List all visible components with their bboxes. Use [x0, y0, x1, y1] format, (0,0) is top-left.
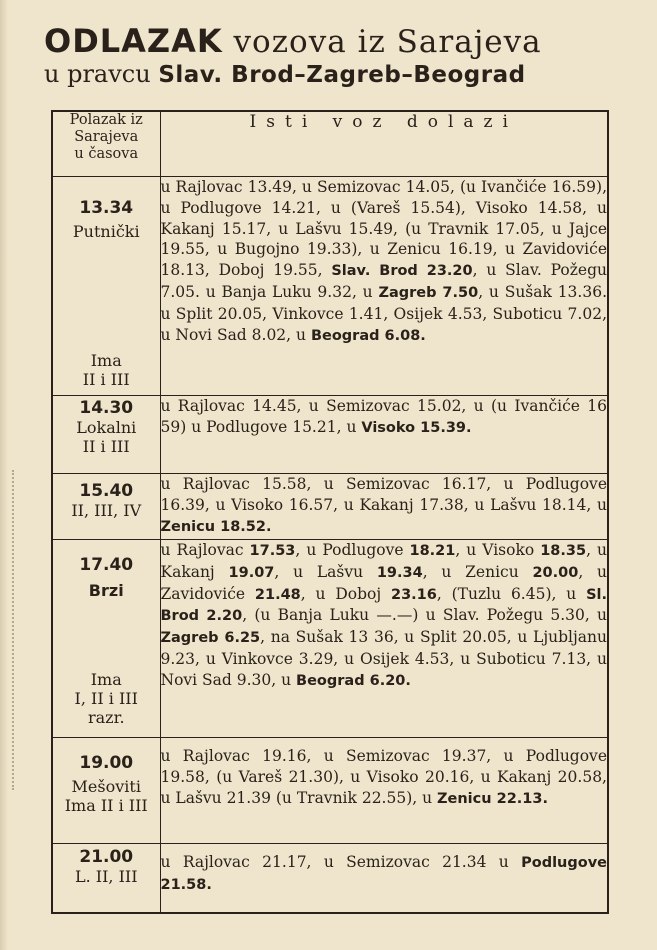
table-row: [52, 396, 608, 474]
arrival-time-bold: 17.53: [249, 543, 296, 559]
arrival-time-bold: 19.07: [228, 564, 275, 581]
departure-time: 19.00: [79, 753, 134, 773]
arrivals-cell: [160, 474, 608, 540]
departure-cell: [52, 396, 160, 474]
arrival-major-station: Beograd 6.08.: [310, 327, 426, 344]
train-classes: II, III, IV: [71, 501, 142, 520]
table-row: [52, 738, 608, 844]
arrivals-cell: [160, 540, 608, 738]
departure-time: 14.30: [79, 398, 134, 418]
train-classes: II i III: [82, 437, 130, 456]
train-type: Putnički: [72, 222, 140, 241]
table-header-row: [52, 111, 608, 177]
table-row: [52, 540, 608, 738]
train-classes: [53, 351, 160, 389]
arrival-time-bold: 21.48: [254, 586, 301, 603]
train-classes: Ima II i III: [64, 796, 148, 815]
title-line-1: [44, 22, 624, 61]
departure-time: 15.40: [79, 481, 134, 501]
train-type: Mešoviti: [71, 777, 141, 796]
arrival-text: , u Sušak 13.36. u Split 20.05, Vinkovce 1.41, Osijek 4.53, Suboticu 7.02, u Novi Sad 8.02, u: [160, 282, 607, 344]
arrival-text: , u Zenicu: [422, 562, 533, 581]
arrival-major-station: Podlugove 21.58.: [160, 855, 607, 893]
arrival-time-bold: 23.16: [391, 586, 437, 603]
arrivals-cell: [160, 738, 608, 844]
arrival-text: , (Tuzlu 6.45), u: [436, 584, 587, 603]
header-departure-line: Polazak iz: [69, 112, 143, 128]
page-header: [44, 22, 624, 90]
class-line: II i III: [82, 370, 130, 389]
departure-time: 21.00: [79, 847, 134, 867]
arrival-major-station: Visoko 15.39.: [361, 419, 472, 436]
arrival-text: u Rajlovac 21.17, u Semizovac 21.34 u: [160, 853, 522, 871]
arrival-major-station: Beograd 6.20.: [296, 672, 411, 689]
title-prefix: u pravcu: [44, 60, 151, 88]
departure-time: 17.40: [79, 555, 134, 575]
class-line: Ima: [90, 351, 122, 370]
arrival-text: , u Zavidoviće: [160, 562, 608, 603]
arrival-text: , (u Banja Luku —.—) u Slav. Požegu 5.30, u: [242, 606, 607, 625]
arrival-text: , na Sušak 13 36, u Split 20.05, u Ljubljanu 9.23, u Vinkovce 3.29, u Osijek 4.53, u Suboticu 7.13, u Novi Sad 9.30, u: [160, 628, 607, 689]
arrival-text: , u Podlugove: [295, 541, 410, 559]
arrival-time-bold: 20.00: [532, 564, 579, 581]
arrival-major-station: Zenicu 18.52.: [160, 518, 272, 535]
title-word-odlazak: ODLAZAK: [44, 22, 223, 60]
arrival-time-bold: 18.21: [409, 543, 456, 559]
departure-cell: [52, 540, 160, 738]
train-classes: L. II, III: [74, 867, 138, 886]
departure-cell: [52, 844, 160, 914]
arrivals-cell: [160, 844, 608, 914]
arrival-text: , u Lašvu: [274, 562, 377, 581]
table-row: [52, 844, 608, 914]
class-line: I, II i III: [74, 689, 138, 708]
departure-time: 13.34: [79, 198, 134, 218]
departure-cell: [52, 177, 160, 396]
arrival-text: , u Doboj: [300, 584, 391, 603]
page-edge: [0, 0, 8, 950]
table-row: [52, 177, 608, 396]
departure-cell: [52, 474, 160, 540]
title-line-2: [44, 59, 624, 90]
train-classes: [53, 670, 160, 727]
train-type: Brzi: [88, 581, 124, 600]
title-route: Slav. Brod–Zagreb–Beograd: [158, 62, 526, 88]
arrival-text: u Rajlovac 19.16, u Semizovac 19.37, u Podlugove 19.58, (u Vareš 21.30), u Visoko 20.16, u Kakanj 20.58, u Lašvu 21.39 (u Travnik 22.55), u: [160, 747, 607, 807]
title-rest: vozova iz Sarajeva: [233, 24, 542, 60]
arrival-major-station: Zagreb 6.25: [160, 630, 261, 647]
arrivals-cell: [160, 396, 608, 474]
timetable: [51, 110, 609, 914]
arrival-major-station: Zenicu 22.13.: [437, 790, 548, 807]
arrival-major-station: Zagreb 7.50: [378, 284, 479, 301]
train-type: Lokalni: [76, 418, 137, 437]
table-row: [52, 474, 608, 540]
arrival-text: u Rajlovac 14.45, u Semizovac 15.02, u (u Ivančiće 16 59) u Podlugove 15.21, u: [160, 397, 607, 436]
arrival-text: u Rajlovac 15.58, u Semizovac 16.17, u Podlugove 16.39, u Visoko 16.57, u Kakanj 17.38, u Lašvu 18.14, u: [160, 475, 607, 514]
margin-marks: [12, 470, 16, 790]
arrival-major-station: Sl. Brod 2.20: [160, 586, 607, 625]
header-departure-line: Sarajeva: [74, 129, 139, 145]
arrival-text: u Rajlovac: [160, 541, 250, 559]
arrival-time-bold: 19.34: [376, 564, 423, 581]
header-arrivals: Isti voz dolazi: [160, 111, 608, 177]
arrival-text: u Rajlovac 13.49, u Semizovac 14.05, (u Ivančiće 16.59), u Podlugove 14.21, u (Vareš 15.54), Visoko 14.58, u Kakanj 15.17, u Lašvu 15.49, (u Travnik 17.05, u Jajce 19.55, u Bugojno 19.33), u Zenicu 16.19, u Zavidoviće 18.13, Doboj 19.55,: [160, 178, 607, 280]
arrivals-cell: [160, 177, 608, 396]
arrival-time-bold: 18.35: [540, 543, 587, 559]
arrival-major-station: Slav. Brod 23.20: [331, 263, 473, 280]
class-line: Ima: [90, 670, 122, 689]
arrival-text: , u Slav. Požegu 7.05. u Banja Luku 9.32, u: [160, 261, 608, 301]
header-departure: [52, 111, 160, 177]
arrival-text: , u Kakanj: [160, 541, 607, 581]
class-line: razr.: [87, 708, 125, 727]
header-departure-line: u časova: [74, 146, 139, 162]
arrival-text: , u Visoko: [455, 541, 541, 559]
departure-cell: [52, 738, 160, 844]
